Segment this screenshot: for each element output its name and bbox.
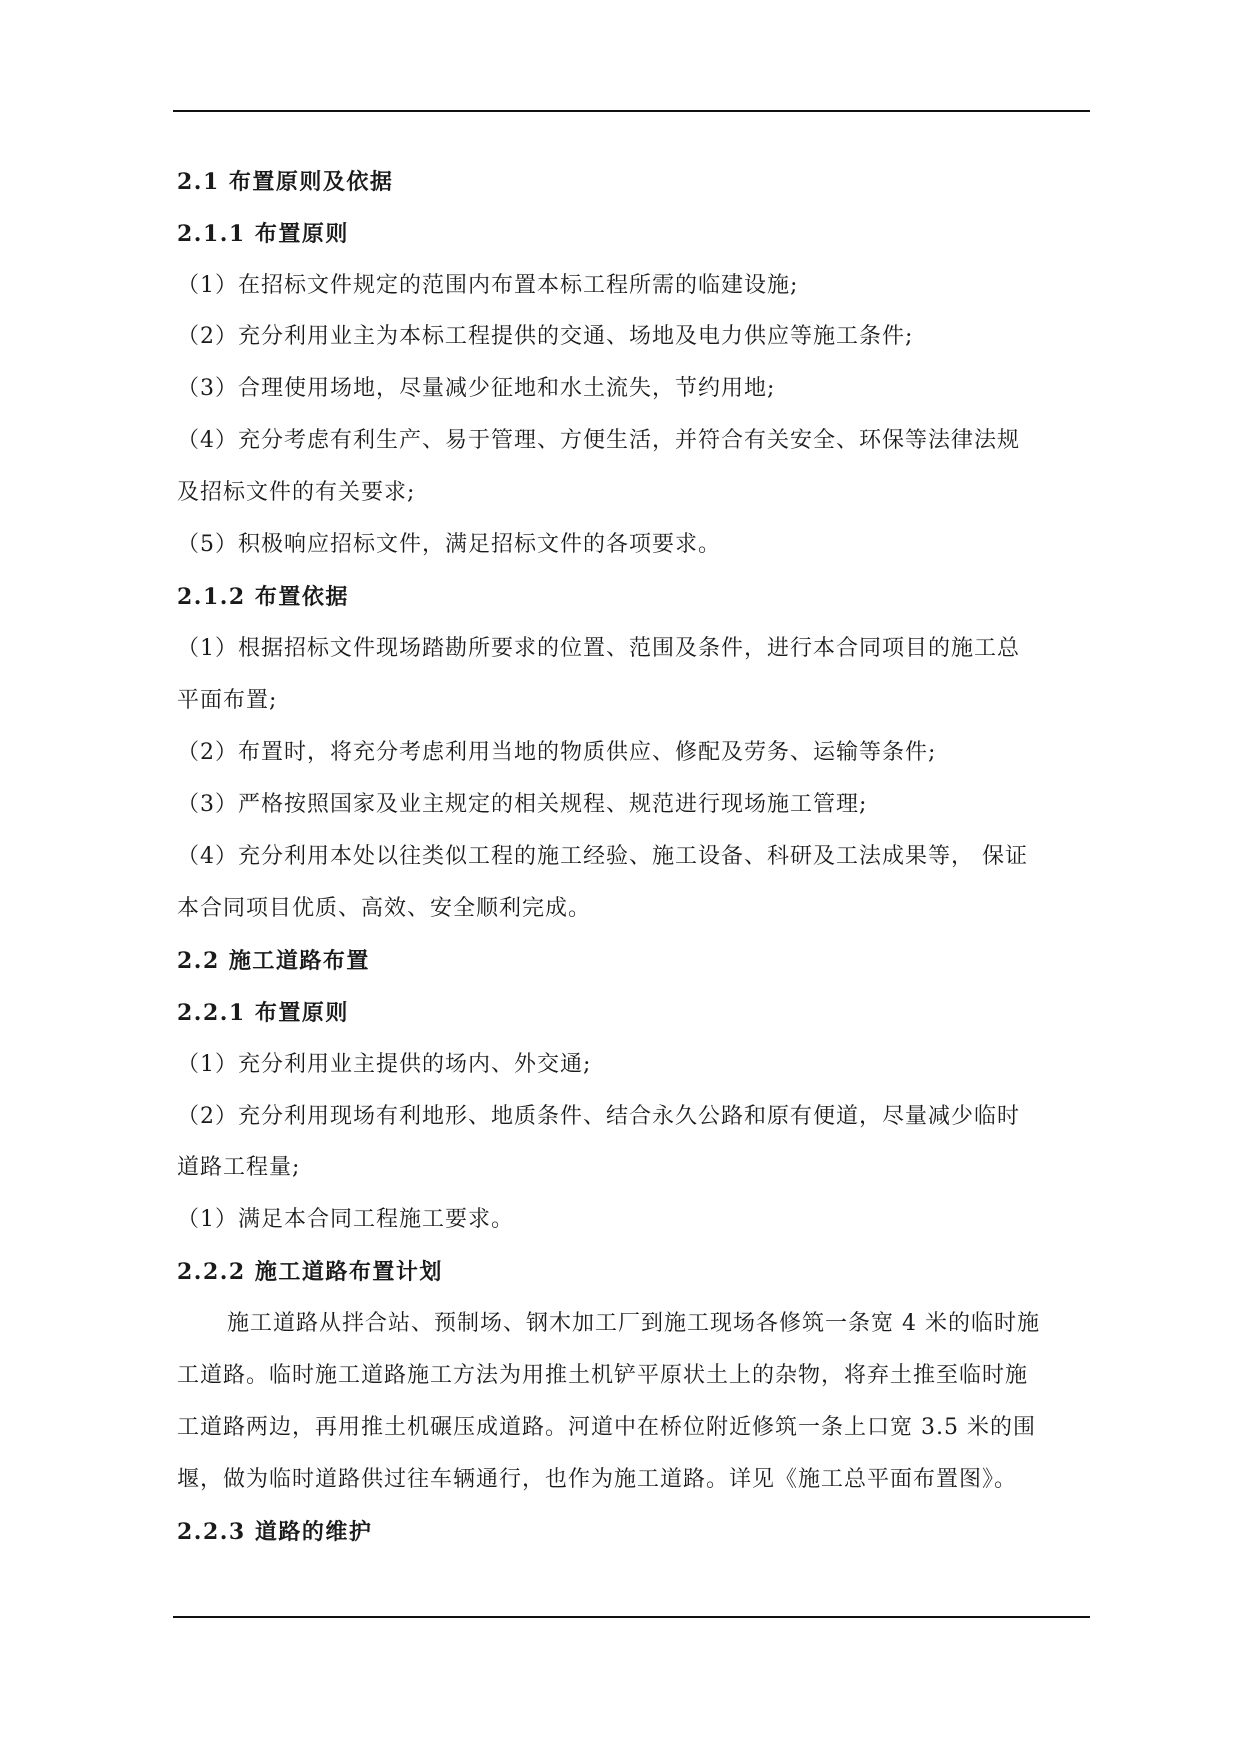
section-heading-2-1: 2.1 布置原则及依据 [177,169,394,195]
subsection-heading-2-1-1: 2.1.1 布置原则 [177,221,349,247]
subsection-heading-2-2-1: 2.2.1 布置原则 [177,1000,349,1026]
list-item-continuation: 平面布置; [177,688,278,713]
paragraph-line: 堰，做为临时道路供过往车辆通行，也作为施工道路。详见《施工总平面布置图》。 [177,1467,1018,1492]
list-item: （3）严格按照国家及业主规定的相关规程、规范进行现场施工管理; [177,792,868,817]
list-item-continuation: 本合同项目优质、高效、安全顺利完成。 [177,896,592,921]
list-item: （1）在招标文件规定的范围内布置本标工程所需的临建设施; [177,273,799,298]
list-item: （3）合理使用场地，尽量减少征地和水土流失，节约用地; [177,376,776,401]
footer-rule [173,1616,1090,1618]
list-item: （1）满足本合同工程施工要求。 [177,1207,514,1232]
section-heading-2-2: 2.2 施工道路布置 [177,948,370,974]
list-item: （1）根据招标文件现场踏勘所要求的位置、范围及条件，进行本合同项目的施工总 [177,636,1020,661]
subsection-heading-2-1-2: 2.1.2 布置依据 [177,584,349,610]
list-item: （1）充分利用业主提供的场内、外交通; [177,1052,592,1077]
list-item: （2）布置时，将充分考虑利用当地的物质供应、修配及劳务、运输等条件; [177,740,937,765]
list-item: （2）充分利用业主为本标工程提供的交通、场地及电力供应等施工条件; [177,324,914,349]
paragraph-line: 工道路两边，再用推土机碾压成道路。河道中在桥位附近修筑一条上口宽 3.5 米的围 [177,1415,1036,1440]
list-item-continuation: 及招标文件的有关要求; [177,480,416,505]
subsection-heading-2-2-2: 2.2.2 施工道路布置计划 [177,1259,443,1285]
subsection-heading-2-2-3: 2.2.3 道路的维护 [177,1519,373,1545]
list-item: （5）积极响应招标文件，满足招标文件的各项要求。 [177,532,721,557]
list-item: （4）充分利用本处以往类似工程的施工经验、施工设备、科研及工法成果等， 保证 [177,844,1028,869]
list-item: （2）充分利用现场有利地形、地质条件、结合永久公路和原有便道，尽量减少临时 [177,1104,1020,1129]
header-rule [173,110,1090,112]
paragraph-line: 施工道路从拌合站、预制场、钢木加工厂到施工现场各修筑一条宽 4 米的临时施 [227,1311,1040,1336]
list-item-continuation: 道路工程量; [177,1155,301,1180]
paragraph-line: 工道路。临时施工道路施工方法为用推土机铲平原状土上的杂物，将弃土推至临时施 [177,1363,1029,1388]
list-item: （4）充分考虑有利生产、易于管理、方便生活，并符合有关安全、环保等法律法规 [177,428,1020,453]
